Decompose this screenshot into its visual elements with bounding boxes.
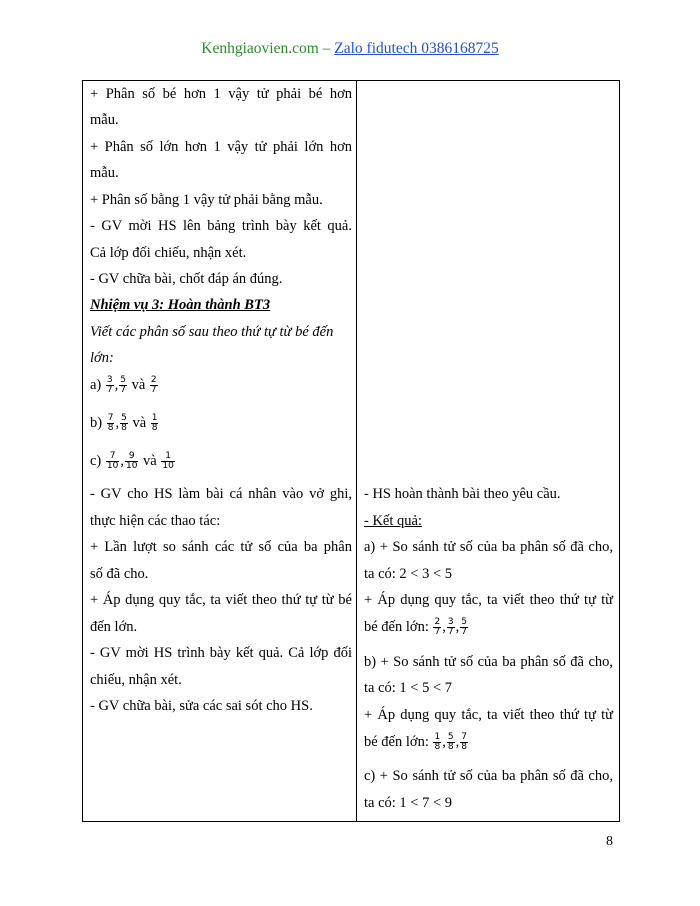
item-label: b): [90, 415, 103, 431]
fraction: [447, 618, 455, 637]
result-heading: - Kết quả:: [364, 513, 422, 529]
denominator: 8: [121, 423, 127, 434]
fraction: [460, 733, 468, 752]
denominator: 7: [106, 385, 113, 396]
text-line: - GV cho HS làm bài cá nhân vào vở ghi,: [90, 486, 352, 502]
text-label: bé đến lớn:: [364, 734, 429, 750]
numerator: 1: [151, 413, 158, 424]
text-line: ta có: 2 < 3 < 5: [364, 566, 453, 582]
fraction: [460, 618, 468, 637]
fraction: [433, 733, 441, 752]
numerator: 1: [434, 732, 441, 743]
page-number: 8: [606, 834, 613, 849]
answer-a: bé đến lớn: $\frac{2}{7}$ , $\frac{3}{7}$ , $\frac{5}{7}$: [364, 617, 467, 638]
item-label: a): [90, 377, 102, 393]
numerator: 3: [447, 617, 454, 628]
text-line: + Áp dụng quy tắc, ta viết theo thứ tự từ bé: [90, 592, 352, 608]
exercise-prompt: lớn:: [90, 350, 114, 366]
conjunction: và: [132, 415, 147, 431]
numerator: 2: [150, 375, 157, 386]
denominator: 10: [125, 461, 138, 472]
text-line: + Phân số bé hơn 1 vậy tử phải bé hơn: [90, 86, 352, 102]
fraction: [119, 376, 127, 395]
numerator: 2: [434, 617, 441, 628]
denominator: 7: [150, 385, 157, 396]
text-line: - GV chữa bài, sửa các sai sót cho HS.: [90, 698, 313, 714]
fraction: [106, 376, 114, 395]
denominator: 7: [447, 627, 454, 638]
text-line: - GV mời HS trình bày kết quả. Cả lớp đối: [90, 645, 352, 661]
text-line: c) + So sánh tử số của ba phân số đã cho,: [364, 768, 613, 784]
exercise-item-a: a) $\frac{3}{7}$ , $\frac{5}{7}$ và $\frac{2}{7}$: [90, 375, 157, 396]
denominator: 7: [461, 627, 467, 638]
numerator: 5: [447, 732, 454, 743]
text-line: mẫu.: [90, 165, 119, 181]
numerator: 5: [120, 375, 126, 386]
answer-b: bé đến lớn: $\frac{1}{8}$ , $\frac{5}{8}$ , $\frac{7}{8}$: [364, 732, 467, 753]
numerator: 3: [106, 375, 113, 386]
text-line: b) + So sánh tử số của ba phân số đã cho,: [364, 654, 613, 670]
exercise-prompt: Viết các phân số sau theo thứ tự từ bé đến: [90, 324, 334, 340]
exercise-item-c: c) $\frac{7}{10}$ , $\frac{9}{10}$ và $\frac{1}{10}$: [90, 451, 174, 472]
numerator: 1: [165, 451, 171, 462]
header-site[interactable]: Kenhgiaovien.com: [201, 40, 319, 57]
text-line: đến lớn.: [90, 619, 138, 635]
fraction: [151, 414, 159, 433]
fraction: [107, 414, 115, 433]
text-line: - GV chữa bài, chốt đáp án đúng.: [90, 271, 283, 287]
text-label: bé đến lớn:: [364, 619, 429, 635]
text-line: chiếu, nhận xét.: [90, 672, 182, 688]
conjunction: và: [143, 453, 157, 469]
numerator: 9: [128, 451, 135, 462]
fraction: [125, 452, 138, 471]
text-line: - GV mời HS lên bảng trình bày kết quả.: [90, 218, 352, 234]
numerator: 5: [121, 413, 127, 424]
text-line: + Áp dụng quy tắc, ta viết theo thứ tự từ: [364, 707, 613, 723]
text-line: số đã cho.: [90, 566, 149, 582]
numerator: 7: [109, 451, 116, 462]
text-line: + Áp dụng quy tắc, ta viết theo thứ tự từ: [364, 592, 613, 608]
text-line: + Phân số bằng 1 vậy tử phải bằng mẫu.: [90, 192, 323, 208]
denominator: 8: [447, 742, 454, 753]
text-line: mẫu.: [90, 112, 119, 128]
denominator: 8: [434, 742, 441, 753]
header-zalo-link[interactable]: Zalo fidutech 0386168725: [334, 40, 499, 57]
denominator: 8: [107, 423, 114, 434]
fraction: [150, 376, 158, 395]
text-line: - HS hoàn thành bài theo yêu cầu.: [364, 486, 561, 502]
denominator: 10: [162, 461, 174, 472]
text-line: ta có: 1 < 5 < 7: [364, 680, 453, 696]
exercise-item-b: b) $\frac{7}{8}$ , $\frac{5}{8}$ và $\frac{1}{8}$: [90, 413, 158, 434]
text-line: ta có: 1 < 7 < 9: [364, 795, 453, 811]
text-line: a) + So sánh tử số của ba phân số đã cho,: [364, 539, 613, 555]
denominator: 10: [106, 461, 119, 472]
fraction: [447, 733, 455, 752]
fraction: [161, 452, 174, 471]
lesson-table: [82, 80, 620, 822]
numerator: 7: [461, 732, 467, 743]
numerator: 7: [107, 413, 114, 424]
conjunction: và: [131, 377, 146, 393]
denominator: 8: [461, 742, 467, 753]
fraction: [120, 414, 128, 433]
denominator: 7: [434, 627, 441, 638]
text-line: thực hiện các thao tác:: [90, 513, 221, 529]
text-line: Cả lớp đối chiếu, nhận xét.: [90, 245, 247, 261]
item-label: c): [90, 453, 102, 469]
page-header: [0, 40, 700, 58]
text-line: + Phân số lớn hơn 1 vậy tử phải lớn hơn: [90, 139, 352, 155]
task-heading: Nhiệm vụ 3: Hoàn thành BT3: [90, 297, 271, 313]
denominator: 8: [151, 423, 158, 434]
denominator: 7: [120, 385, 126, 396]
fraction: [106, 452, 119, 471]
numerator: 5: [461, 617, 467, 628]
text-line: + Lần lượt so sánh các tử số của ba phân: [90, 539, 352, 555]
column-divider: [356, 81, 357, 821]
fraction: [433, 618, 441, 637]
header-separator: –: [318, 40, 335, 57]
